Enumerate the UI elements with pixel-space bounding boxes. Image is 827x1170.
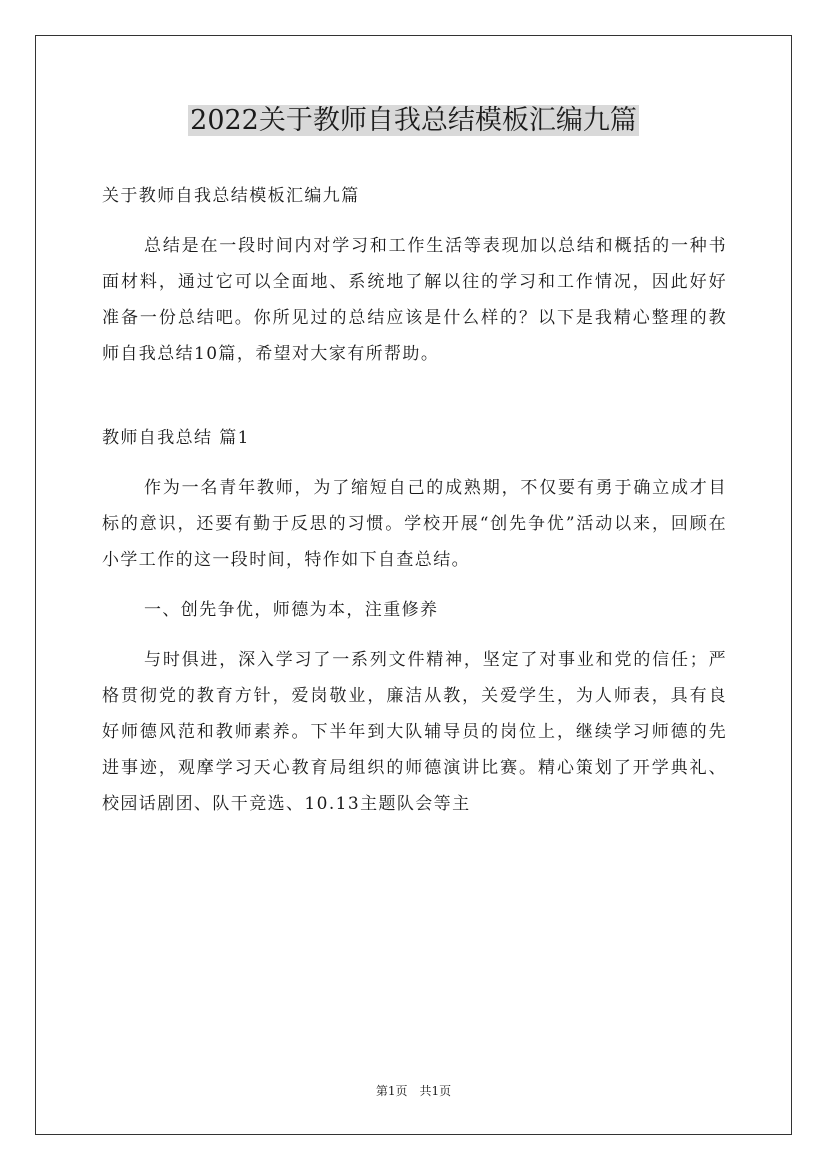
document-body (102, 178, 727, 822)
document-subtitle: 关于教师自我总结模板汇编九篇 (102, 186, 360, 206)
intro-paragraph: 总结是在一段时间内对学习和工作生活等表现加以总结和概括的一种书面材料，通过它可以全面地、系统地了解以往的学习和工作情况，因此好好准备一份总结吧。你所见过的总结应该是什么样的？以下是我精心整理的教师自我总结10篇，希望对大家有所帮助。 (102, 236, 727, 364)
section-heading: 教师自我总结 篇1 (102, 428, 250, 448)
page-footer: 第1页 共1页 (375, 1084, 452, 1098)
document-title-text: 2022关于教师自我总结模板汇编九篇 (190, 105, 637, 136)
section-paragraph-1: 作为一名青年教师，为了缩短自己的成熟期，不仅要有勇于确立成才目标的意识，还要有勤于反思的习惯。学校开展“创先争优”活动以来，回顾在小学工作的这一段时间，特作如下自查总结。 (102, 478, 727, 570)
document-title (0, 102, 827, 140)
section-spacer (102, 372, 727, 420)
subsection-heading: 一、创先争优，师德为本，注重修养 (144, 600, 439, 620)
section-paragraph-2: 与时俱进，深入学习了一系列文件精神，坚定了对事业和党的信任；严格贯彻党的教育方针，爱岗敬业，廉洁从教，关爱学生，为人师表，具有良好师德风范和教师素养。下半年到大队辅导员的岗位上，继续学习师德的先进事迹，观摩学习天心教育局组织的师德演讲比赛。精心策划了开学典礼、校园话剧团、队干竞选、10.13主题队会等主 (102, 650, 727, 814)
